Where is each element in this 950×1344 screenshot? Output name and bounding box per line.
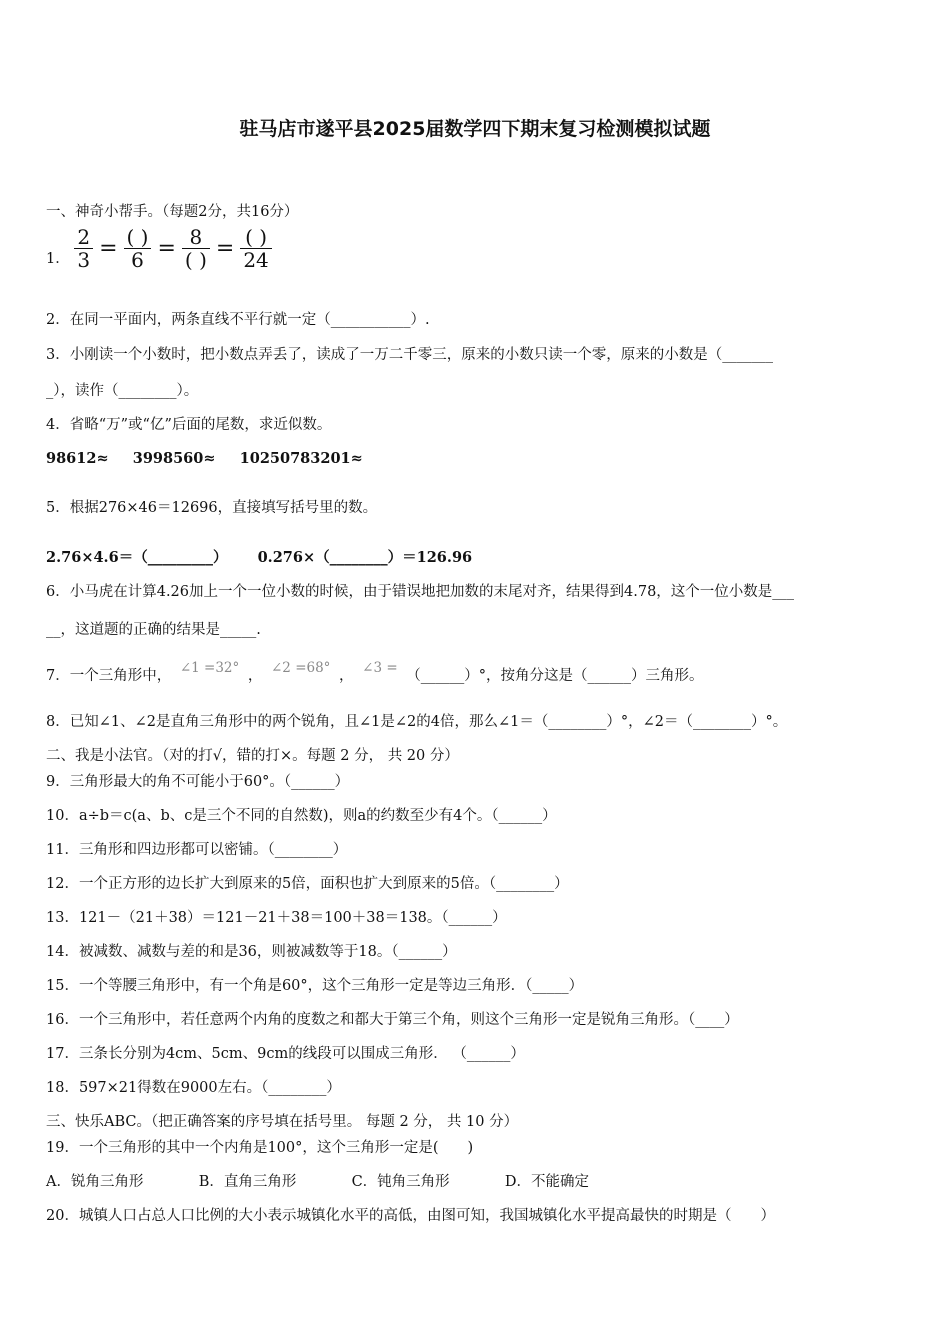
section2-heading: 二、我是小法官。（对的打√，错的打×。每题 2 分， 共 20 分）	[46, 748, 459, 764]
question-14: 14．被减数、减数与差的和是36，则被减数等于18。（______）	[46, 944, 457, 960]
question-3-line1: 3．小刚读一个小数时，把小数点弄丢了，读成了一万二千零三，原来的小数只读一个零，原来的小数是（_______	[46, 347, 773, 363]
question-7-suffix: （______）°，按角分这是（______）三角形。	[406, 668, 704, 684]
option-d[interactable]: D．不能确定	[504, 1174, 590, 1190]
fraction-denominator: 6	[131, 248, 144, 272]
separator: ，	[247, 668, 263, 684]
question-20: 20．城镇人口占总人口比例的大小表示城镇化水平的高低，由图可知，我国城镇化水平提高最快的时期是（ ）	[46, 1208, 775, 1224]
separator: ，	[339, 668, 354, 684]
approx-item: 3998560≈	[132, 450, 216, 467]
question-7-prefix: 7．一个三角形中，	[46, 668, 172, 684]
angle-2-value: ∠2 =68°	[271, 660, 331, 676]
question-7	[46, 660, 704, 686]
angle-3-value: ∠3 =	[362, 660, 398, 676]
question-11: 11．三角形和四边形都可以密铺。（________）	[46, 842, 348, 858]
question-16: 16．一个三角形中，若任意两个内角的度数之和都大于第三个角，则这个三角形一定是锐角三角形。（____）	[46, 1012, 739, 1028]
fraction-numerator: 8	[182, 226, 210, 249]
equals-sign: =	[215, 235, 235, 261]
question-6-line1: 6．小马虎在计算4.26加上一个一位小数的时候，由于错误地把加数的末尾对齐，结果得到4.78，这个一位小数是___	[46, 584, 795, 600]
question-6-line2: __，这道题的正确的结果是_____.	[46, 622, 261, 638]
question-2: 2．在同一平面内，两条直线不平行就一定（___________）.	[46, 312, 430, 328]
section1-heading: 一、神奇小帮手。（每题2分，共16分）	[46, 204, 299, 220]
question-number: 1．	[46, 250, 70, 267]
approx-item: 98612≈	[46, 450, 109, 467]
question-12: 12．一个正方形的边长扩大到原来的5倍，面积也扩大到原来的5倍。（________）	[46, 876, 569, 892]
fraction-4	[240, 226, 271, 271]
option-c[interactable]: C．钝角三角形	[351, 1174, 450, 1190]
question-5: 5．根据276×46＝12696，直接填写括号里的数。	[46, 500, 378, 516]
section3-heading: 三、快乐ABC。（把正确答案的序号填在括号里。 每题 2 分， 共 10 分）	[46, 1114, 519, 1130]
calc-item: 2.76×4.6＝（_________）	[46, 549, 228, 566]
question-19-options	[46, 1172, 589, 1192]
option-a[interactable]: A．锐角三角形	[46, 1174, 144, 1190]
fraction-3	[182, 226, 210, 271]
fraction-denominator: 3	[77, 248, 91, 272]
question-4-items	[46, 449, 363, 469]
fraction-numerator: ( )	[124, 226, 152, 249]
fraction-numerator: ( )	[240, 226, 271, 249]
question-4: 4．省略“万”或“亿”后面的尾数，求近似数。	[46, 417, 332, 433]
angle-1-value: ∠1 =32°	[179, 660, 240, 676]
approx-item: 10250783201≈	[239, 450, 363, 467]
option-b[interactable]: B．直角三角形	[198, 1174, 297, 1190]
question-3-line2: _），读作（________）。	[46, 383, 199, 399]
equals-sign: =	[157, 235, 176, 261]
fraction-1	[74, 226, 93, 271]
question-19: 19．一个三角形的其中一个内角是100°，这个三角形一定是( )	[46, 1140, 474, 1156]
question-9: 9．三角形最大的角不可能小于60°。（______）	[46, 774, 350, 790]
question-8: 8．已知∠1、∠2是直角三角形中的两个锐角，且∠1是∠2的4倍，那么∠1＝（________）°，∠2＝（________）°。	[46, 714, 788, 730]
calc-item: 0.276×（________）＝126.96	[257, 549, 473, 566]
fraction-denominator: 24	[243, 248, 269, 272]
equals-sign: =	[99, 235, 118, 261]
question-15: 15．一个等腰三角形中，有一个角是60°，这个三角形一定是等边三角形．（_____）	[46, 978, 584, 994]
question-5-items	[46, 548, 472, 568]
question-18: 18．597×21得数在9000左右。（________）	[46, 1080, 341, 1096]
question-1	[46, 226, 272, 274]
page-title: 驻马店市遂平县2025届数学四下期末复习检测模拟试题	[239, 118, 711, 140]
question-10: 10．a÷b＝c(a、b、c是三个不同的自然数)，则a的约数至少有4个。（______）	[46, 808, 557, 824]
fraction-denominator: ( )	[184, 248, 207, 272]
fraction-2	[124, 226, 152, 271]
fraction-numerator: 2	[74, 226, 93, 249]
question-13: 13．121－（21＋38）＝121－21＋38＝100＋38＝138。（______）	[46, 910, 507, 926]
question-17: 17．三条长分别为4cm、5cm、9cm的线段可以围成三角形． （______）	[46, 1046, 525, 1062]
